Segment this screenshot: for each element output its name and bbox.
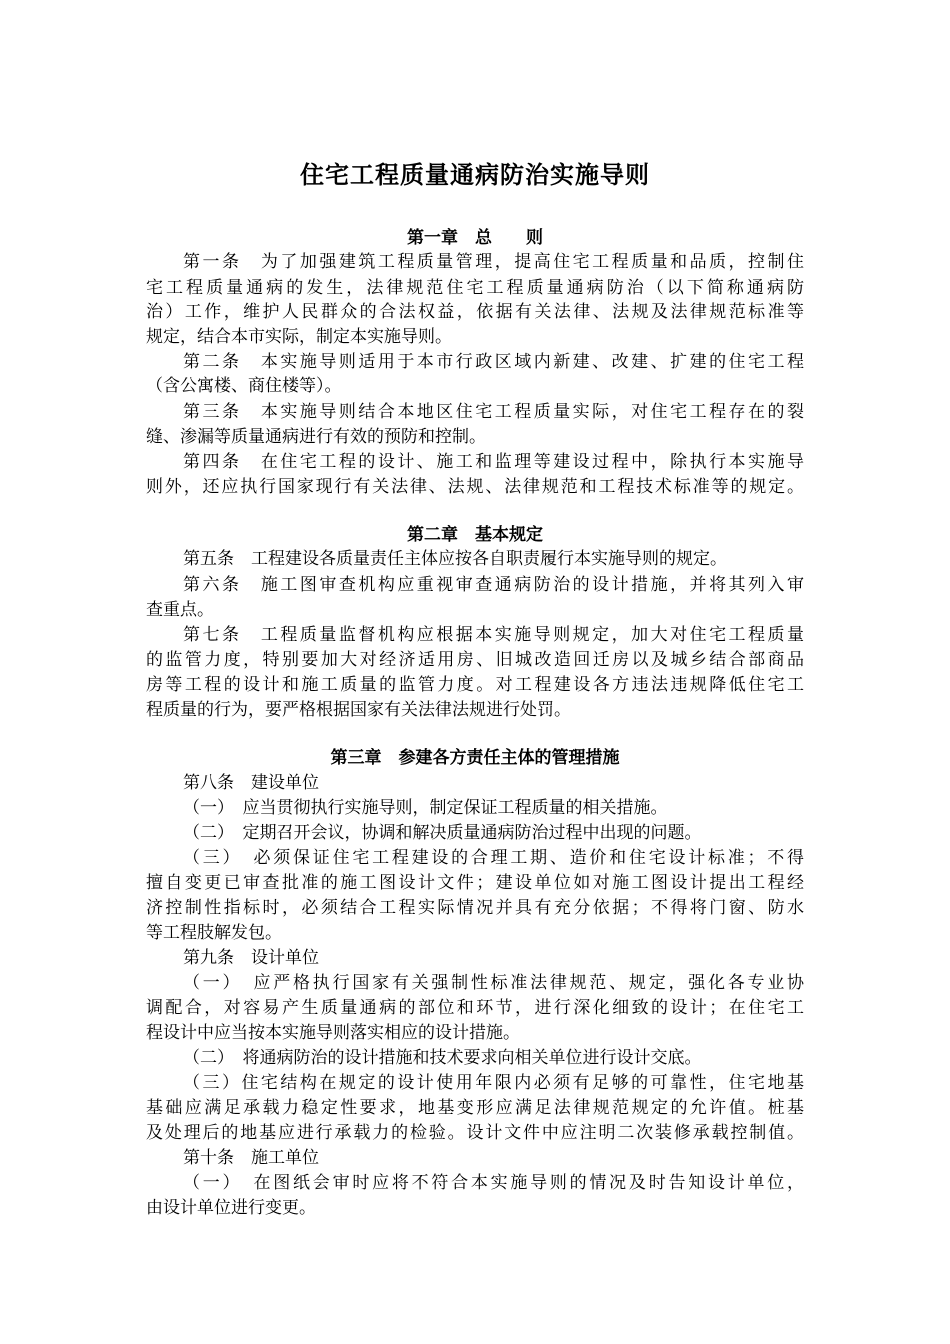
paragraph-line: 第九条 设计单位 <box>183 948 319 968</box>
paragraph-line: 则外，还应执行国家现行有关法律、法规、法律规范和工程技术标准等的规定。 <box>146 477 804 497</box>
paragraph-line: （含公寓楼、商住楼等）。 <box>146 376 342 396</box>
paragraph-line: 等工程肢解发包。 <box>146 923 282 943</box>
document-title: 住宅工程质量通病防治实施导则 <box>300 160 650 189</box>
paragraph-line: 规定，结合本市实际，制定本实施导则。 <box>146 327 452 347</box>
paragraph-line: 房等工程的设计和施工质量的监管力度。对工程建设各方违法违规降低住宅工 <box>146 675 804 695</box>
paragraph-line: 程设计中应当按本实施导则落实相应的设计措施。 <box>146 1023 520 1043</box>
chapter-3-heading: 第三章 参建各方责任主体的管理措施 <box>330 748 620 768</box>
paragraph-line: （三） 必须保证住宅工程建设的合理工期、造价和住宅设计标准；不得 <box>183 848 804 868</box>
paragraph-line: 程质量的行为，要严格根据国家有关法律法规进行处罚。 <box>146 700 571 720</box>
chapter-1-heading: 第一章 总 则 <box>407 228 543 248</box>
paragraph-line: 济控制性指标时，必须结合工程实际情况并具有充分依据；不得将门窗、防水 <box>146 898 804 918</box>
paragraph-line: （一） 应当贯彻执行实施导则，制定保证工程质量的相关措施。 <box>183 798 668 818</box>
paragraph-line: 第四条 在住宅工程的设计、施工和监理等建设过程中，除执行本实施导 <box>183 452 804 472</box>
paragraph-line: 第三条 本实施导则结合本地区住宅工程质量实际，对住宅工程存在的裂 <box>183 402 804 422</box>
paragraph-line: （一） 在图纸会审时应将不符合本实施导则的情况及时告知设计单位， <box>183 1173 804 1193</box>
paragraph-line: 第五条 工程建设各质量责任主体应按各自职责履行本实施导则的规定。 <box>183 549 727 569</box>
paragraph-line: （一） 应严格执行国家有关强制性标准法律规范、规定，强化各专业协 <box>183 973 804 993</box>
paragraph-line: 由设计单位进行变更。 <box>146 1198 316 1218</box>
paragraph-line: 第六条 施工图审查机构应重视审查通病防治的设计措施，并将其列入审 <box>183 575 804 595</box>
paragraph-line: 治）工作，维护人民群众的合法权益，依据有关法律、法规及法律规范标准等 <box>146 302 804 322</box>
paragraph-line: 的监管力度，特别要加大对经济适用房、旧城改造回迁房以及城乡结合部商品 <box>146 650 804 670</box>
paragraph-line: 调配合，对容易产生质量通病的部位和环节，进行深化细致的设计；在住宅工 <box>146 998 804 1018</box>
paragraph-line: 缝、渗漏等质量通病进行有效的预防和控制。 <box>146 427 486 447</box>
paragraph-line: （二） 定期召开会议，协调和解决质量通病防治过程中出现的问题。 <box>183 823 702 843</box>
paragraph-line: （二） 将通病防治的设计措施和技术要求向相关单位进行设计交底。 <box>183 1048 702 1068</box>
paragraph-line: 基础应满足承载力稳定性要求，地基变形应满足法律规范规定的允许值。桩基 <box>146 1098 804 1118</box>
paragraph-line: 第十条 施工单位 <box>183 1148 319 1168</box>
paragraph-line: 宅工程质量通病的发生，法律规范住宅工程质量通病防治（以下简称通病防 <box>146 278 804 298</box>
paragraph-line: 第八条 建设单位 <box>183 773 319 793</box>
paragraph-line: 第二条 本实施导则适用于本市行政区域内新建、改建、扩建的住宅工程 <box>183 352 804 372</box>
chapter-2-heading: 第二章 基本规定 <box>407 525 543 545</box>
paragraph-line: 第七条 工程质量监督机构应根据本实施导则规定，加大对住宅工程质量 <box>183 625 804 645</box>
paragraph-line: 擅自变更已审查批准的施工图设计文件；建设单位如对施工图设计提出工程经 <box>146 873 804 893</box>
paragraph-line: 及处理后的地基应进行承载力的检验。设计文件中应注明二次装修承载控制值。 <box>146 1123 804 1143</box>
paragraph-line: 查重点。 <box>146 600 214 620</box>
paragraph-line: （三）住宅结构在规定的设计使用年限内必须有足够的可靠性，住宅地基 <box>183 1073 804 1093</box>
paragraph-line: 第一条 为了加强建筑工程质量管理，提高住宅工程质量和品质，控制住 <box>183 252 804 272</box>
